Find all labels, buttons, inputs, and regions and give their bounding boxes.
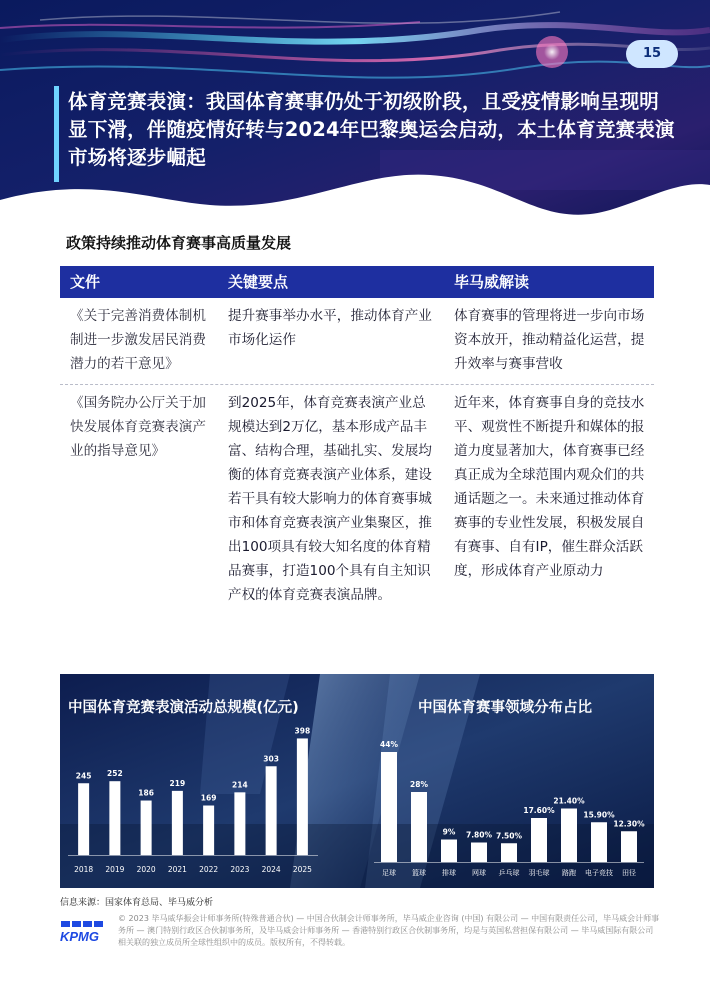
chart2-tick-label: 乒乓球 — [498, 869, 520, 877]
chart1-tick-label: 2019 — [105, 865, 125, 874]
chart1-bar-2020 — [141, 801, 152, 855]
chart1-data-label: 214 — [232, 780, 248, 790]
chart2-bar-足球 — [381, 752, 397, 862]
copyright-notice: © 2023 毕马威华振会计师事务所(特殊普通合伙) — 中国合伙制会计师事务所，毕马威企业咨询 (中国) 有限公司 — 中国有限责任公司，毕马威会计师事务所 — 澳门特别行政区合伙制事务所，及毕马威会计师事务所 — 香港特别行政区合伙制事务所，均是与英国私营担保有限公司 — 毕马威国际有限公司相关联的独立成员所全球性组织中的成员。版权所有，不得转载。 — [118, 914, 660, 947]
chart2-tick-label: 排球 — [442, 869, 456, 877]
table-row — [60, 384, 654, 615]
chart1-tick-label: 2022 — [199, 865, 219, 874]
source-note: 信息来源：国家体育总局、毕马威分析 — [60, 898, 214, 908]
chart1-data-label: 169 — [200, 793, 217, 803]
chart1-tick-label: 2025 — [292, 865, 312, 874]
chart1-data-label: 186 — [138, 788, 154, 798]
chart2-bar-乒乓球 — [501, 843, 517, 862]
chart1-tick-label: 2023 — [230, 865, 250, 874]
chart1-bar-2019 — [109, 781, 120, 855]
chart1-title: 中国体育竞赛表演活动总规模(亿元) — [68, 700, 299, 716]
chart1-data-label: 252 — [107, 769, 123, 779]
chart1-bar-2025 — [297, 738, 308, 855]
chart2-bar-篮球 — [411, 792, 427, 862]
cell-document: 《国务院办公厅关于加快发展体育竞赛表演产业的指导意见》 — [70, 395, 206, 459]
chart2-data-label: 21.40% — [553, 796, 585, 806]
chart1-tick-label: 2020 — [136, 865, 156, 874]
chart2-bar-羽毛球 — [531, 818, 547, 862]
chart2-bar-排球 — [441, 840, 457, 863]
chart2-data-label: 44% — [380, 740, 398, 749]
charts-plot-area — [60, 674, 654, 888]
charts-panel — [60, 674, 654, 888]
chart2-data-label: 15.90% — [583, 810, 615, 820]
chart1-bar-2022 — [203, 806, 214, 855]
table-row — [60, 298, 654, 384]
chart2-data-label: 9% — [442, 827, 456, 837]
cell-key-points: 提升赛事举办水平，推动体育产业市场化运作 — [228, 308, 432, 348]
chart1-tick-label: 2021 — [167, 865, 187, 874]
chart2-tick-label: 羽毛球 — [528, 869, 550, 877]
chart2-bar-网球 — [471, 843, 487, 863]
chart2-bar-路跑 — [561, 809, 577, 863]
section-heading: 政策持续推动体育赛事高质量发展 — [66, 234, 292, 252]
cell-document: 《关于完善消费体制机制进一步激发居民消费潜力的若干意见》 — [70, 308, 206, 372]
chart2-data-label: 17.60% — [523, 806, 555, 815]
chart2-data-label: 28% — [410, 780, 428, 789]
chart2-data-label: 7.50% — [495, 831, 523, 841]
table-header — [60, 266, 654, 298]
chart2-data-label: 7.80% — [465, 830, 493, 840]
chart1-data-label: 398 — [294, 726, 311, 736]
chart1-tick-label: 2024 — [261, 865, 281, 874]
cell-interpretation: 体育赛事的管理将进一步向市场资本放开，推动精益化运营，提升效率与赛事营收 — [454, 308, 645, 372]
chart2-tick-label: 足球 — [382, 869, 396, 877]
chart2-tick-label: 篮球 — [412, 869, 426, 877]
header-kpmg-interpretation: 毕马威解读 — [454, 273, 530, 291]
cell-key-points: 到2025年，体育竞赛表演产业总规模达到2万亿，基本形成产品丰富、结构合理，基础扎实、发展均衡的体育竞赛表演产业体系，建设若干具有较大影响力的体育赛事城市和体育竞赛表演产业集聚区，推出100项具有较大知名度的体育精品赛事，打造100个具有自主知识产权的体育竞赛表演品牌。 — [228, 395, 432, 603]
chart1-data-label: 245 — [75, 771, 92, 781]
chart2-data-label: 12.30% — [613, 819, 645, 829]
chart2-bar-田径 — [621, 831, 637, 862]
chart2-tick-label: 田径 — [622, 869, 636, 877]
policy-table — [60, 266, 654, 615]
header-key-points: 关键要点 — [228, 273, 289, 291]
chart2-tick-label: 路跑 — [562, 869, 576, 877]
chart1-bar-2018 — [78, 783, 89, 855]
chart1-bar-2021 — [172, 791, 183, 855]
page-title: 体育竞赛表演：我国体育赛事仍处于初级阶段，且受疫情影响呈现明显下滑，伴随疫情好转与2024年巴黎奥运会启动，本土体育竞赛表演市场将逐步崛起 — [68, 90, 675, 169]
chart1-bar-2024 — [266, 766, 277, 855]
logo-wordmark: KPMG — [60, 929, 99, 944]
chart2-title: 中国体育赛事领域分布占比 — [418, 700, 592, 716]
cell-interpretation: 近年来，体育赛事自身的竞技水平、观赏性不断提升和媒体的报道力度显著加大，体育赛事已经真正成为全球范围内观众们的共通话题之一。未来通过推动体育赛事的专业性发展，积极发展自有赛事、自有IP，催生群众活跃度，形成体育产业原动力 — [454, 395, 645, 579]
chart1-tick-label: 2018 — [74, 865, 94, 874]
page-number-badge: 15 — [626, 40, 678, 68]
chart1-data-label: 303 — [263, 754, 279, 764]
header-banner — [0, 0, 710, 245]
chart2-bar-电子竞技 — [591, 822, 607, 862]
kpmg-logo — [60, 920, 110, 944]
title-accent-bar — [54, 86, 59, 182]
chart1-data-label: 219 — [169, 778, 186, 788]
chart1-bar-2023 — [234, 792, 245, 855]
chart2-tick-label: 网球 — [472, 869, 486, 877]
chart2-tick-label: 电子竞技 — [585, 869, 613, 877]
header-document: 文件 — [70, 273, 101, 291]
